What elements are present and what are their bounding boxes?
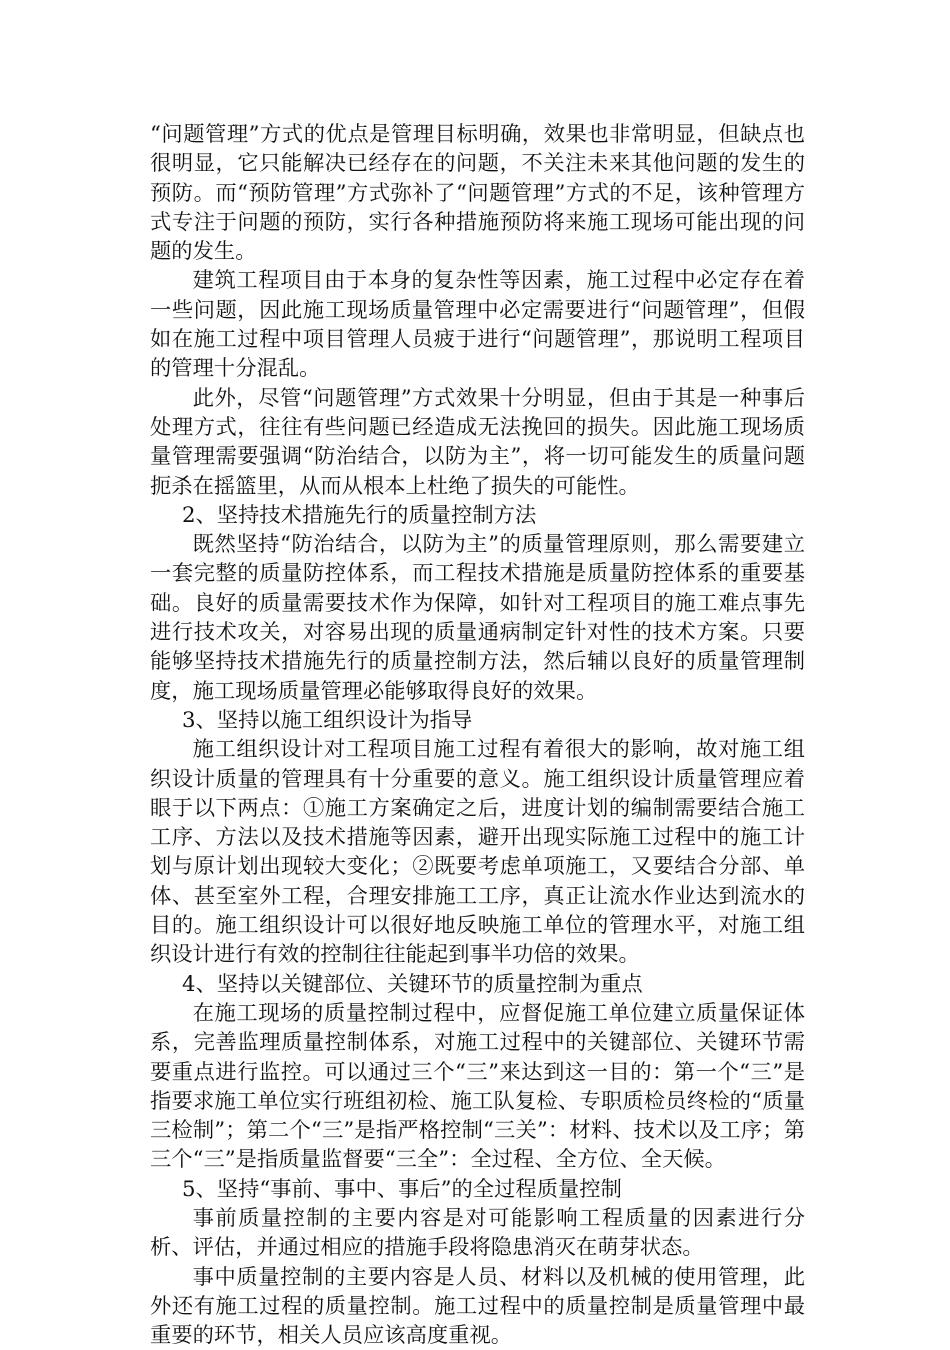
- paragraph-pre-control: 事前质量控制的主要内容是对可能影响工程质量的因素进行分析、评估，并通过相应的措施手段将隐患消灭在萌芽状态。: [150, 1205, 805, 1261]
- paragraph-technical-measures: 既然坚持“防治结合，以防为主”的质量管理原则，那么需要建立一套完整的质量防控体系，而工程技术措施是质量防控体系的重要基础。良好的质量需要技术作为保障，如针对工程项目的施工难点事先进行技术攻关，对容易出现的质量通病制定针对性的技术方案。只要能够坚持技术措施先行的质量控制方法，然后辅以良好的质量管理制度，施工现场质量管理必能够取得良好的效果。: [150, 532, 805, 704]
- section-heading-5: 5、坚持“事前、事中、事后”的全过程质量控制: [181, 1176, 622, 1202]
- paragraph-complexity: 建筑工程项目由于本身的复杂性等因素，施工过程中必定存在着一些问题，因此施工现场质量管理中必定需要进行“问题管理”，但假如在施工过程中项目管理人员疲于进行“问题管理”，那说明工程项目的管理十分混乱。: [150, 268, 805, 382]
- paragraph-problem-management: “问题管理”方式的优点是管理目标明确，效果也非常明显，但缺点也很明显，它只能解决已经存在的问题，不关注未来其他问题的发生的预防。而“预防管理”方式弥补了“问题管理”方式的不足，该种管理方式专注于问题的预防，实行各种措施预防将来施工现场可能出现的问题的发生。: [150, 122, 805, 265]
- section-heading-4: 4、坚持以关键部位、关键环节的质量控制为重点: [181, 971, 643, 997]
- section-heading-3: 3、坚持以施工组织设计为指导: [181, 707, 473, 733]
- paragraph-key-parts: 在施工现场的质量控制过程中，应督促施工单位建立质量保证体系，完善监理质量控制体系，对施工过程中的关键部位、关键环节需要重点进行监控。可以通过三个“三”来达到这一目的：第一个“三”是指要求施工单位实行班组初检、施工队复检、专职质检员终检的“质量三检制”；第二个“三”是指严格控制“三关”：材料、技术以及工序；第三个“三”是指质量监督要“三全”：全过程、全方位、全天候。: [150, 1000, 805, 1173]
- section-heading-2: 2、坚持技术措施先行的质量控制方法: [181, 502, 537, 528]
- paragraph-construction-organization: 施工组织设计对工程项目施工过程有着很大的影响，故对施工组织设计质量的管理具有十分重要的意义。施工组织设计质量管理应着眼于以下两点：①施工方案确定之后，进度计划的编制需要结合施工工序、方法以及技术措施等因素，避开出现实际施工过程中的施工计划与原计划出现较大变化；②既要考虑单项施工，又要结合分部、单体、甚至室外工程，合理安排施工工序，真正让流水作业达到流水的目的。施工组织设计可以很好地反映施工单位的管理水平，对施工组织设计进行有效的控制往往能起到事半功倍的效果。: [150, 737, 805, 968]
- paragraph-prevention-first: 此外，尽管“问题管理”方式效果十分明显，但由于其是一种事后处理方式，往往有些问题已经造成无法挽回的损失。因此施工现场质量管理需要强调“防治结合，以防为主”，将一切可能发生的质量问题扼杀在摇篮里，从而从根本上杜绝了损失的可能性。: [150, 385, 805, 499]
- paragraph-in-process-control: 事中质量控制的主要内容是人员、材料以及机械的使用管理，此外还有施工过程的质量控制。施工过程中的质量控制是质量管理中最重要的环节，相关人员应该高度重视。: [150, 1264, 805, 1349]
- document-page: [150, 120, 805, 1350]
